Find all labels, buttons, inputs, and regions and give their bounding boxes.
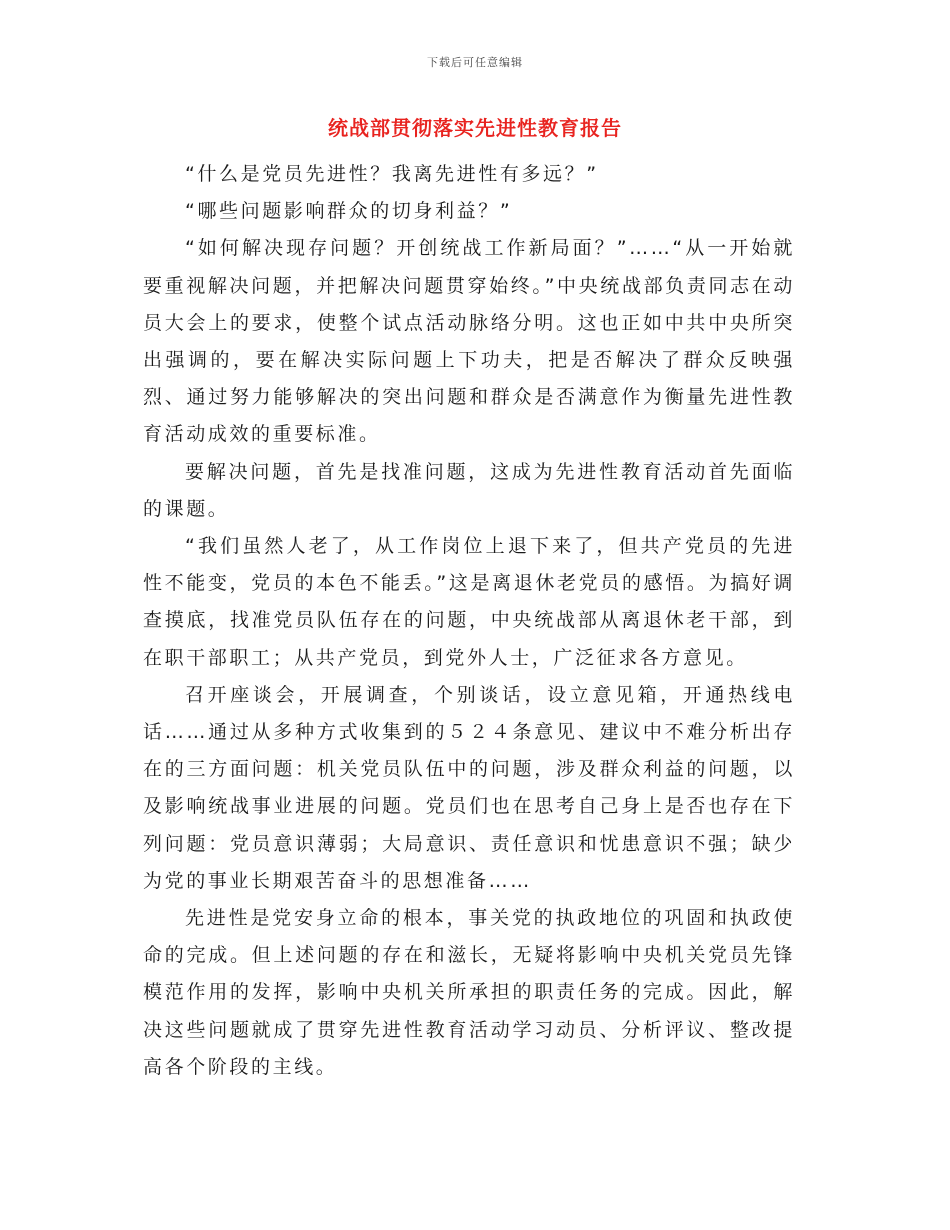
paragraph: 先进性是党安身立命的根本，事关党的执政地位的巩固和执政使命的完成。但上述问题的存在和滋长，无疑将影响中央机关党员先锋模范作用的发挥，影响中央机关所承担的职责任务的完成。因此，解决这些问题就成了贯穿先进性教育活动学习动员、分析评议、整改提高各个阶段的主线。 xyxy=(143,907,795,1078)
paragraph: 要解决问题，首先是找准问题，这成为先进性教育活动首先面临的课题。 xyxy=(143,460,795,520)
paragraph: “什么是党员先进性？我离先进性有多远？” xyxy=(185,163,599,185)
document-title: 统战部贯彻落实先进性教育报告 xyxy=(328,116,622,140)
paragraph: “如何解决现存问题？开创统战工作新局面？”……“从一开始就要重视解决问题，并把解决问题贯穿始终。”中央统战部负责同志在动员大会上的要求，使整个试点活动脉络分明。这也正如中共中央所突出强调的，要在解决实际问题上下功夫，把是否解决了群众反映强烈、通过努力能够解决的突出问题和群众是否满意作为衡量先进性教育活动成效的重要标准。 xyxy=(143,237,795,446)
header-note: 下载后可任意编辑 xyxy=(427,56,523,69)
paragraph: 召开座谈会，开展调查，个别谈话，设立意见箱，开通热线电话……通过从多种方式收集到的５２４条意见、建议中不难分析出存在的三方面问题：机关党员队伍中的问题，涉及群众利益的问题，以及影响统战事业进展的问题。党员们也在思考自己身上是否也存在下列问题：党员意识薄弱；大局意识、责任意识和忧患意识不强；缺少为党的事业长期艰苦奋斗的思想准备…… xyxy=(143,683,795,892)
paragraph: “哪些问题影响群众的切身利益？” xyxy=(185,200,513,223)
paragraph: “我们虽然人老了，从工作岗位上退下来了，但共产党员的先进性不能变，党员的本色不能丢。”这是离退休老党员的感悟。为搞好调查摸底，找准党员队伍存在的问题，中央统战部从离退休老干部，到在职干部职工；从共产党员，到党外人士，广泛征求各方意见。 xyxy=(143,535,795,669)
document-body xyxy=(143,156,795,1086)
